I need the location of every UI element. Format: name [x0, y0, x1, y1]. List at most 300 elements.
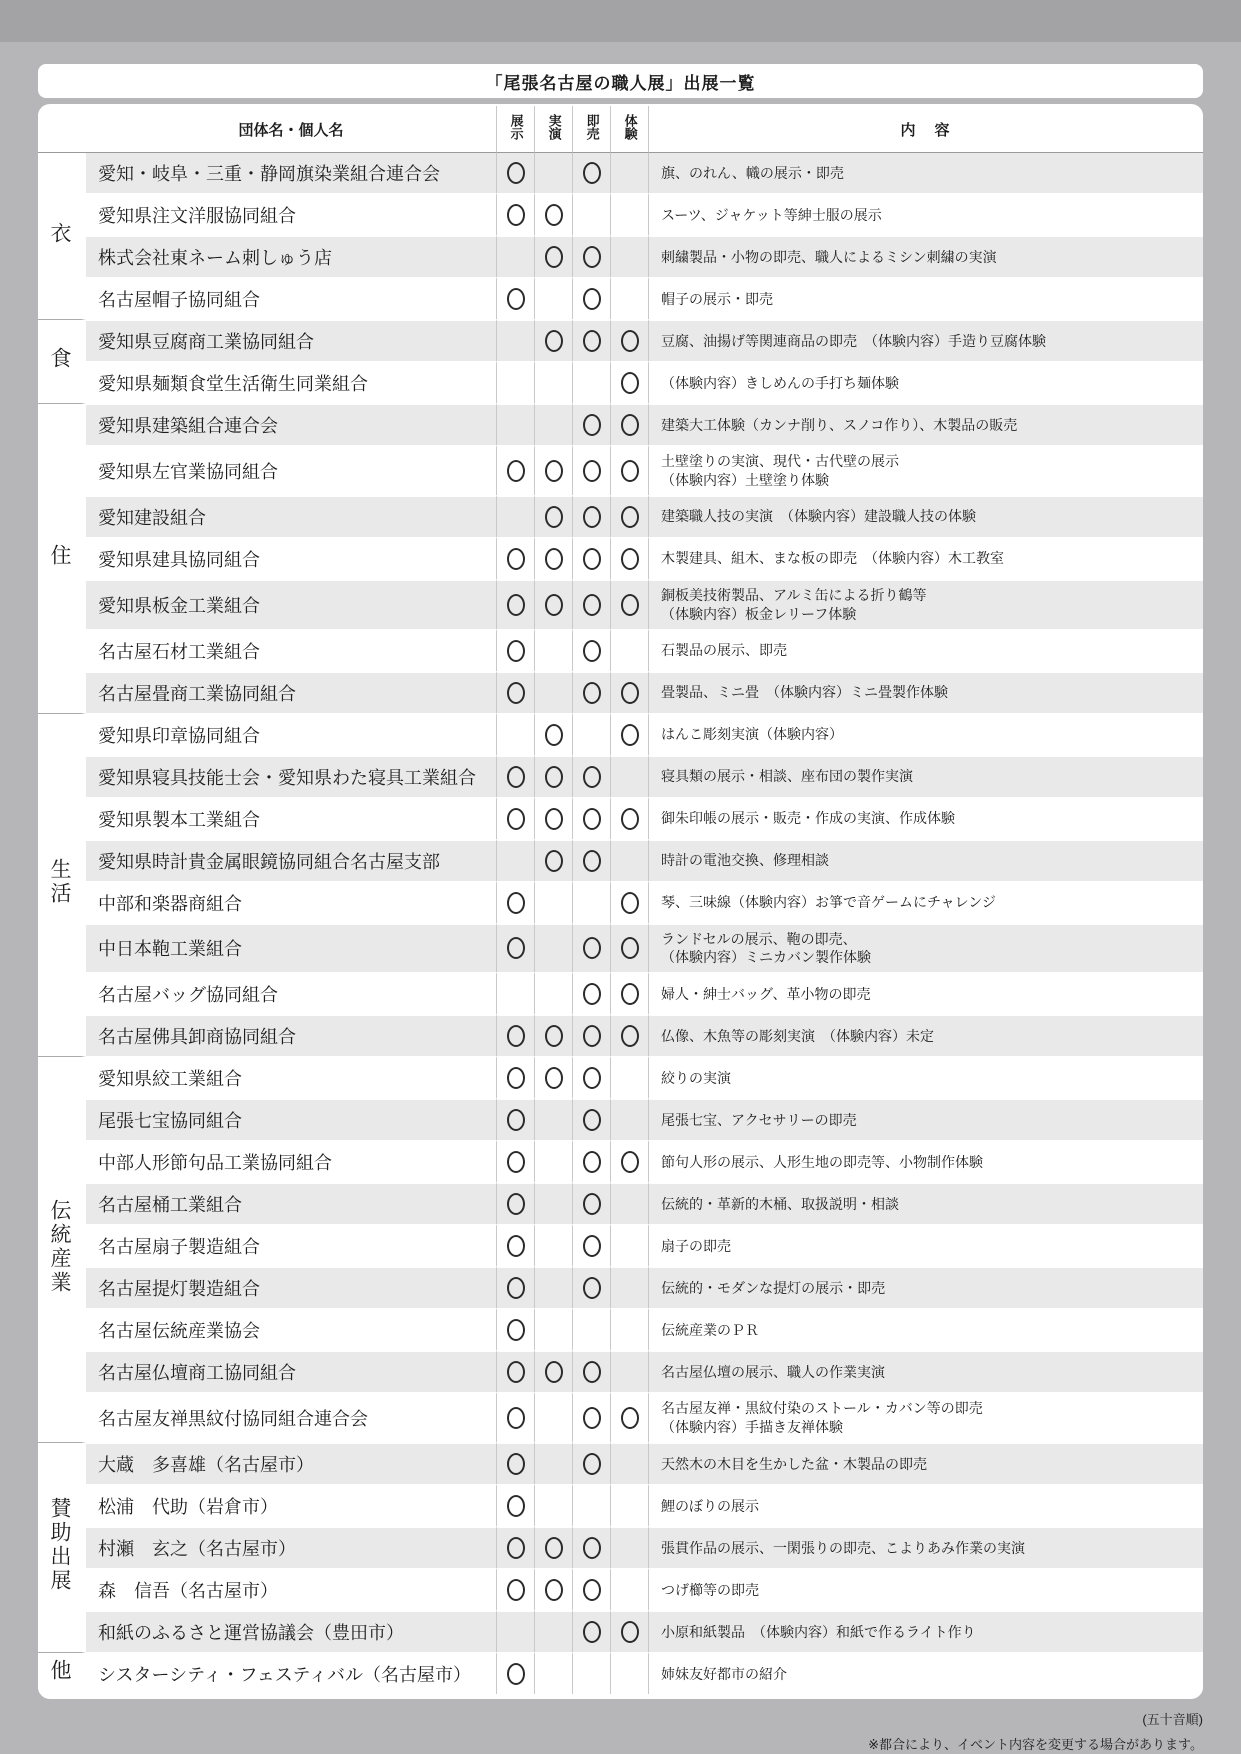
table-row — [38, 235, 1203, 277]
category-label: 食 — [48, 347, 72, 371]
mark-cell — [610, 1442, 648, 1484]
circle-mark — [583, 1025, 601, 1047]
mark-cell — [572, 755, 610, 797]
circle-mark — [545, 246, 563, 268]
circle-mark — [583, 682, 601, 704]
order-note: (五十音順) — [1142, 1712, 1203, 1728]
mark-cell — [534, 153, 572, 193]
category-cell — [38, 319, 86, 403]
circle-mark — [507, 1067, 525, 1089]
content-line: 畳製品、ミニ畳 （体験内容）ミニ畳製作体験 — [661, 684, 948, 701]
mark-cell — [610, 1014, 648, 1056]
content-line: 伝統的・モダンな提灯の展示・即売 — [661, 1279, 886, 1296]
mark-cell — [572, 1350, 610, 1392]
content-line: 姉妹友好都市の紹介 — [661, 1665, 787, 1682]
mark-cell — [572, 1098, 610, 1140]
circle-mark — [507, 1579, 525, 1601]
mark-cell — [572, 1484, 610, 1526]
circle-mark — [507, 548, 525, 570]
mark-cell — [496, 923, 534, 973]
page-content — [38, 64, 1203, 1753]
table-row — [38, 1056, 1203, 1098]
table-row — [38, 1610, 1203, 1652]
mark-cell — [496, 1308, 534, 1350]
content-line: 天然木の木目を生かした盆・木製品の即売 — [661, 1455, 927, 1472]
name-column-header: 団体名・個人名 — [86, 106, 496, 153]
content-line: スーツ、ジャケット等紳士服の展示 — [661, 206, 882, 223]
circle-mark — [545, 1025, 563, 1047]
category-label: 他 — [48, 1659, 72, 1684]
exhibitor-content — [648, 235, 1203, 277]
exhibitor-name: 松浦 代助（岩倉市） — [86, 1484, 496, 1526]
mark-cell — [534, 277, 572, 319]
sale-column-header: 即売 — [572, 106, 610, 153]
circle-mark — [507, 204, 525, 226]
mark-cell — [496, 319, 534, 361]
exhibitor-name: 愛知県麺類食堂生活衛生同業組合 — [86, 361, 496, 403]
mark-cell — [572, 797, 610, 839]
mark-cell — [496, 1350, 534, 1392]
mark-cell — [610, 797, 648, 839]
circle-mark — [583, 937, 601, 959]
category-cell — [38, 1442, 86, 1652]
table-row — [38, 361, 1203, 403]
circle-mark — [507, 1453, 525, 1475]
circle-mark — [621, 1621, 639, 1643]
circle-mark — [545, 460, 563, 482]
exhibitor-content — [648, 1308, 1203, 1350]
mark-cell — [496, 193, 534, 235]
content-line: 銅板美技術製品、アルミ缶による折り鶴等 — [661, 586, 927, 603]
exhibitor-name: 愛知県板金工業組合 — [86, 579, 496, 629]
content-line: 建築大工体験（カンナ削り、スノコ作り）、木製品の販売 — [661, 416, 1018, 433]
exhibitor-name: 愛知県豆腐商工業協同組合 — [86, 319, 496, 361]
exhibitor-name: 中日本鞄工業組合 — [86, 923, 496, 973]
mark-cell — [572, 1442, 610, 1484]
table-row — [38, 495, 1203, 537]
mark-cell — [610, 1392, 648, 1442]
circle-mark — [507, 1025, 525, 1047]
circle-mark — [621, 372, 639, 394]
content-line: 張貫作品の展示、一閑張りの即売、こよりあみ作業の実演 — [661, 1539, 1025, 1556]
exhibitor-content — [648, 797, 1203, 839]
table-row — [38, 277, 1203, 319]
content-line: 旗、のれん、幟の展示・即売 — [661, 164, 844, 181]
mark-cell — [534, 1392, 572, 1442]
content-line: 豆腐、油揚げ等関連商品の即売 （体験内容）手造り豆腐体験 — [661, 332, 1046, 349]
exhibitor-name: 愛知県寝具技能士会・愛知県わた寝具工業組合 — [86, 755, 496, 797]
circle-mark — [621, 983, 639, 1005]
exhibitor-content — [648, 671, 1203, 713]
mark-cell — [496, 1056, 534, 1098]
category-cell — [38, 1056, 86, 1442]
mark-cell — [610, 1140, 648, 1182]
exhibitor-content — [648, 403, 1203, 445]
content-line: ランドセルの展示、鞄の即売、 — [661, 930, 857, 947]
mark-cell — [496, 755, 534, 797]
circle-mark — [545, 330, 563, 352]
top-strip — [0, 0, 1241, 42]
table-row — [38, 1140, 1203, 1182]
circle-mark — [621, 460, 639, 482]
circle-mark — [583, 330, 601, 352]
mark-cell — [610, 235, 648, 277]
exhibitor-name: 名古屋友禅黒紋付協同組合連合会 — [86, 1392, 496, 1442]
mark-cell — [572, 629, 610, 671]
mark-cell — [572, 1266, 610, 1308]
exhibitor-name: 愛知県建築組合連合会 — [86, 403, 496, 445]
exhibitor-content — [648, 972, 1203, 1014]
circle-mark — [583, 1235, 601, 1257]
exhibitor-name: 愛知県時計貴金属眼鏡協同組合名古屋支部 — [86, 839, 496, 881]
category-column-header — [38, 106, 86, 153]
mark-cell — [534, 235, 572, 277]
mark-cell — [534, 403, 572, 445]
circle-mark — [507, 1663, 525, 1685]
mark-cell — [610, 755, 648, 797]
mark-cell — [610, 923, 648, 973]
content-line: 鯉のぼりの展示 — [661, 1497, 759, 1514]
table-row — [38, 1266, 1203, 1308]
table-row — [38, 881, 1203, 923]
exhibitor-name: 愛知県絞工業組合 — [86, 1056, 496, 1098]
table-row — [38, 713, 1203, 755]
mark-cell — [534, 923, 572, 973]
mark-cell — [610, 1056, 648, 1098]
mark-cell — [534, 972, 572, 1014]
circle-mark — [507, 288, 525, 310]
content-line: （体験内容）きしめんの手打ち麺体験 — [661, 374, 899, 391]
circle-mark — [545, 808, 563, 830]
mark-cell — [534, 1182, 572, 1224]
table-row — [38, 1442, 1203, 1484]
exhibitor-content — [648, 445, 1203, 495]
circle-mark — [583, 1579, 601, 1601]
exhibitor-content — [648, 1568, 1203, 1610]
content-line: 仏像、木魚等の彫刻実演 （体験内容）未定 — [661, 1027, 934, 1044]
mark-cell — [610, 277, 648, 319]
circle-mark — [507, 1495, 525, 1517]
mark-cell — [610, 579, 648, 629]
circle-mark — [507, 1235, 525, 1257]
mark-cell — [572, 713, 610, 755]
circle-mark — [583, 1151, 601, 1173]
content-line: つげ櫛等の即売 — [661, 1581, 759, 1598]
mark-cell — [572, 445, 610, 495]
exhibitor-content — [648, 1442, 1203, 1484]
mark-cell — [496, 839, 534, 881]
table-row — [38, 671, 1203, 713]
mark-cell — [534, 713, 572, 755]
table-row — [38, 1484, 1203, 1526]
mark-cell — [572, 1652, 610, 1694]
mark-cell — [572, 1526, 610, 1568]
page-title-bar — [38, 64, 1203, 98]
change-note: ※都合により、イベント内容を変更する場合があります。 — [868, 1737, 1203, 1753]
exhibitor-name: 名古屋仏壇商工協同組合 — [86, 1350, 496, 1392]
mark-cell — [610, 1484, 648, 1526]
circle-mark — [545, 1067, 563, 1089]
demo-column-header: 実演 — [534, 106, 572, 153]
content-line: 琴、三味線（体験内容）お箏で音ゲームにチャレンジ — [661, 894, 996, 911]
circle-mark — [507, 892, 525, 914]
content-line: （体験内容）土壁塗り体験 — [661, 471, 829, 488]
mark-cell — [496, 713, 534, 755]
category-cell — [38, 403, 86, 713]
exhibitor-content — [648, 755, 1203, 797]
table-row — [38, 1526, 1203, 1568]
exhibitor-name: 森 信吾（名古屋市） — [86, 1568, 496, 1610]
mark-cell — [496, 445, 534, 495]
exhibitor-name: 大蔵 多喜雄（名古屋市） — [86, 1442, 496, 1484]
circle-mark — [507, 162, 525, 184]
mark-cell — [572, 1056, 610, 1098]
mark-cell — [496, 495, 534, 537]
category-label: 賛助出展 — [48, 1497, 72, 1594]
mark-cell — [496, 972, 534, 1014]
exhibitor-name: 名古屋扇子製造組合 — [86, 1224, 496, 1266]
exhibitor-content — [648, 153, 1203, 193]
table-row — [38, 629, 1203, 671]
content-line: 石製品の展示、即売 — [661, 642, 787, 659]
content-line: 寝具類の展示・相談、座布団の製作実演 — [661, 768, 913, 785]
exhibitor-content — [648, 1224, 1203, 1266]
exhibitor-content — [648, 319, 1203, 361]
exhibitor-name: 中部人形節句品工業協同組合 — [86, 1140, 496, 1182]
mark-cell — [496, 1266, 534, 1308]
circle-mark — [621, 937, 639, 959]
table-row — [38, 445, 1203, 495]
mark-cell — [534, 1224, 572, 1266]
exhibitor-content — [648, 1526, 1203, 1568]
mark-cell — [572, 972, 610, 1014]
mark-cell — [572, 1568, 610, 1610]
exhibitor-name: 名古屋桶工業組合 — [86, 1182, 496, 1224]
mark-cell — [610, 153, 648, 193]
mark-cell — [534, 1140, 572, 1182]
mark-cell — [496, 1484, 534, 1526]
mark-cell — [610, 1098, 648, 1140]
category-cell — [38, 713, 86, 1057]
table-row — [38, 1568, 1203, 1610]
mark-cell — [496, 1182, 534, 1224]
circle-mark — [507, 1109, 525, 1131]
mark-cell — [610, 1182, 648, 1224]
circle-mark — [583, 983, 601, 1005]
mark-cell — [534, 193, 572, 235]
circle-mark — [621, 724, 639, 746]
exhibitor-name: 株式会社東ネーム刺しゅう店 — [86, 235, 496, 277]
mark-cell — [534, 1014, 572, 1056]
circle-mark — [621, 1151, 639, 1173]
exhibitor-name: 愛知建設組合 — [86, 495, 496, 537]
circle-mark — [507, 1537, 525, 1559]
circle-mark — [583, 1407, 601, 1429]
category-cell — [38, 153, 86, 319]
circle-mark — [545, 506, 563, 528]
mark-cell — [610, 445, 648, 495]
exhibitor-name: 尾張七宝協同組合 — [86, 1098, 496, 1140]
circle-mark — [545, 850, 563, 872]
content-line: （体験内容）ミニカバン製作体験 — [661, 949, 871, 966]
mark-cell — [496, 579, 534, 629]
table-row — [38, 537, 1203, 579]
mark-cell — [534, 1526, 572, 1568]
mark-cell — [572, 537, 610, 579]
mark-cell — [610, 1266, 648, 1308]
mark-cell — [572, 923, 610, 973]
mark-cell — [610, 193, 648, 235]
circle-mark — [621, 548, 639, 570]
circle-mark — [507, 640, 525, 662]
mark-cell — [534, 1610, 572, 1652]
exhibitor-content — [648, 1056, 1203, 1098]
content-line: 御朱印帳の展示・販売・作成の実演、作成体験 — [661, 810, 955, 827]
mark-cell — [534, 755, 572, 797]
exhibitor-name: 名古屋提灯製造組合 — [86, 1266, 496, 1308]
exhibitor-name: 村瀬 玄之（名古屋市） — [86, 1526, 496, 1568]
mark-cell — [496, 403, 534, 445]
mark-cell — [610, 495, 648, 537]
exhibitor-name: 中部和楽器商組合 — [86, 881, 496, 923]
exhibitor-content — [648, 495, 1203, 537]
circle-mark — [583, 1361, 601, 1383]
circle-mark — [545, 204, 563, 226]
mark-cell — [496, 1098, 534, 1140]
exhibitor-name: シスターシティ・フェスティバル（名古屋市） — [86, 1652, 496, 1694]
mark-cell — [572, 361, 610, 403]
circle-mark — [507, 766, 525, 788]
mark-cell — [572, 881, 610, 923]
exhibitor-content — [648, 1266, 1203, 1308]
mark-cell — [572, 1014, 610, 1056]
circle-mark — [583, 1453, 601, 1475]
table-row — [38, 797, 1203, 839]
mark-cell — [610, 1350, 648, 1392]
circle-mark — [583, 414, 601, 436]
mark-cell — [534, 1652, 572, 1694]
mark-cell — [572, 319, 610, 361]
circle-mark — [545, 724, 563, 746]
table-row — [38, 972, 1203, 1014]
mark-cell — [572, 193, 610, 235]
mark-cell — [534, 579, 572, 629]
exhibitor-name: 名古屋石材工業組合 — [86, 629, 496, 671]
exhibitor-content — [648, 537, 1203, 579]
circle-mark — [621, 1407, 639, 1429]
mark-cell — [572, 153, 610, 193]
mark-cell — [496, 797, 534, 839]
mark-cell — [610, 1610, 648, 1652]
table-row — [38, 1182, 1203, 1224]
table-row — [38, 755, 1203, 797]
circle-mark — [583, 460, 601, 482]
content-column-header: 内 容 — [648, 106, 1203, 153]
circle-mark — [583, 640, 601, 662]
circle-mark — [621, 808, 639, 830]
exhibitor-content — [648, 277, 1203, 319]
exhibitor-name: 愛知県注文洋服協同組合 — [86, 193, 496, 235]
circle-mark — [621, 892, 639, 914]
mark-cell — [534, 839, 572, 881]
mark-cell — [534, 445, 572, 495]
exhibitor-table-panel — [38, 104, 1203, 1699]
mark-cell — [496, 277, 534, 319]
table-row — [38, 403, 1203, 445]
exhibitor-content — [648, 1098, 1203, 1140]
exhibitor-content — [648, 361, 1203, 403]
mark-cell — [496, 1568, 534, 1610]
content-line: 尾張七宝、アクセサリーの即売 — [661, 1111, 857, 1128]
table-row — [38, 1350, 1203, 1392]
circle-mark — [507, 1151, 525, 1173]
mark-cell — [534, 1568, 572, 1610]
exhibitor-name: 名古屋帽子協同組合 — [86, 277, 496, 319]
exhibitor-name: 愛知県建具協同組合 — [86, 537, 496, 579]
mark-cell — [572, 495, 610, 537]
circle-mark — [545, 594, 563, 616]
circle-mark — [507, 460, 525, 482]
mark-cell — [534, 1350, 572, 1392]
content-line: 絞りの実演 — [661, 1069, 731, 1086]
exhibitor-name: 名古屋佛具卸商協同組合 — [86, 1014, 496, 1056]
exhibitor-name: 愛知県印章協同組合 — [86, 713, 496, 755]
circle-mark — [583, 288, 601, 310]
content-line: 土壁塗りの実演、現代・古代壁の展示 — [661, 453, 899, 469]
exhibit-column-header: 展示 — [496, 106, 534, 153]
mark-cell — [534, 495, 572, 537]
mark-cell — [572, 277, 610, 319]
footer-notes — [38, 1709, 1203, 1753]
content-line: （体験内容）板金レリーフ体験 — [661, 605, 857, 622]
circle-mark — [545, 1361, 563, 1383]
circle-mark — [583, 594, 601, 616]
circle-mark — [507, 1361, 525, 1383]
category-label: 衣 — [48, 221, 72, 246]
mark-cell — [610, 537, 648, 579]
content-line: はんこ彫刻実演（体験内容） — [661, 726, 843, 743]
mark-cell — [572, 403, 610, 445]
mark-cell — [610, 319, 648, 361]
circle-mark — [583, 162, 601, 184]
content-line: 建築職人技の実演 （体験内容）建設職人技の体験 — [661, 508, 976, 525]
table-row — [38, 579, 1203, 629]
circle-mark — [545, 1537, 563, 1559]
exhibitor-name: 名古屋バッグ協同組合 — [86, 972, 496, 1014]
exhibitor-content — [648, 1140, 1203, 1182]
mark-cell — [496, 1224, 534, 1266]
mark-cell — [496, 153, 534, 193]
content-line: 節句人形の展示、人形生地の即売等、小物制作体験 — [661, 1153, 983, 1170]
circle-mark — [507, 937, 525, 959]
circle-mark — [507, 594, 525, 616]
circle-mark — [621, 506, 639, 528]
mark-cell — [496, 1610, 534, 1652]
mark-cell — [534, 1442, 572, 1484]
table-row — [38, 1224, 1203, 1266]
mark-cell — [610, 403, 648, 445]
table-row — [38, 923, 1203, 973]
mark-cell — [572, 1140, 610, 1182]
mark-cell — [610, 713, 648, 755]
mark-cell — [534, 797, 572, 839]
mark-cell — [610, 1308, 648, 1350]
mark-cell — [572, 579, 610, 629]
content-line: 刺繍製品・小物の即売、職人によるミシン刺繍の実演 — [661, 248, 997, 265]
exhibitor-content — [648, 1652, 1203, 1694]
circle-mark — [583, 1109, 601, 1131]
mark-cell — [610, 1652, 648, 1694]
